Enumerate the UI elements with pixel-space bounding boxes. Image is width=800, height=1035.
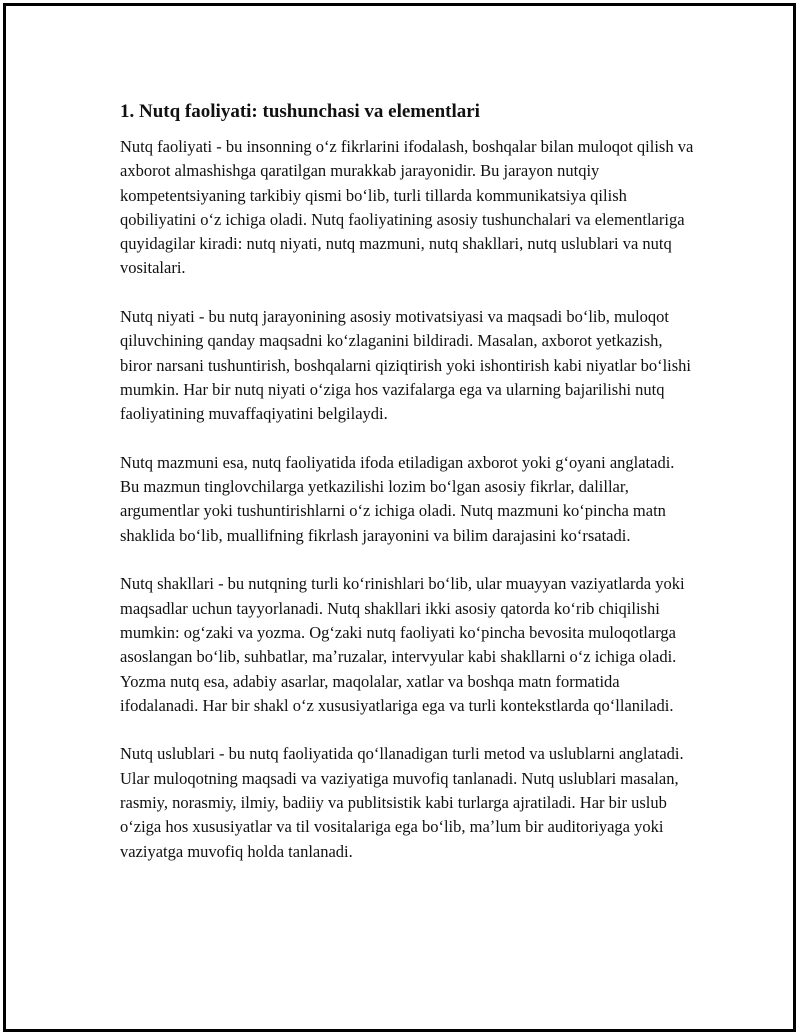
paragraph-nutq-mazmuni: Nutq mazmuni esa, nutq faoliyatida ifoda etiladigan axborot yoki gʻoyani anglatadi. Bu mazmun tinglovchilarga yetkazilishi lozim boʻlgan asosiy fikrlar, dalillar, argumentlar yoki tushuntirishlarni oʻz ichiga oladi. Nutq mazmuni koʻpincha matn shaklida boʻlib, muallifning fikrlash jarayonini va bilim darajasini koʻrsatadi.	[120, 452, 675, 545]
paragraph-nutq-faoliyati: Nutq faoliyati - bu insonning oʻz fikrlarini ifodalash, boshqalar bilan muloqot qilish va axborot almashishga qaratilgan murakkab jarayonidir. Bu jarayon nutqiy kompetentsiyaning tarkibiy qismi boʻlib, turli tillarda kommunikatsiya qilish qobiliyatini oʻz ichiga oladi. Nutq faoliyatining asosiy tushunchalari va elementlariga quyidagilar kiradi: nutq niyati, nutq mazmuni, nutq shakllari, nutq uslublari va nutq vositalari.	[120, 137, 694, 278]
document-body	[120, 98, 695, 888]
paragraph-nutq-shakllari: Nutq shakllari - bu nutqning turli koʻrinishlari boʻlib, ular muayyan vaziyatlarda yoki maqsadlar uchun tayyorlanadi. Nutq shakllari ikki asosiy qatorda koʻrib chiqilishi mumkin: ogʻzaki va yozma. Ogʻzaki nutq faoliyati koʻpincha bevosita muloqotlarga asoslangan boʻlib, suhbatlar, maʼruzalar, intervyular kabi shakllarni oʻz ichiga oladi. Yozma nutq esa, adabiy asarlar, maqolalar, xatlar va boshqa matn formatida ifodalanadi. Har bir shakl oʻz xususiyatlariga ega va turli kontekstlarda qoʻllaniladi.	[120, 574, 685, 715]
paragraph-nutq-niyati: Nutq niyati - bu nutq jarayonining asosiy motivatsiyasi va maqsadi boʻlib, muloqot qiluvchining qanday maqsadni koʻzlaganini bildiradi. Masalan, axborot yetkazish, biror narsani tushuntirish, boshqalarni qiziqtirish yoki ishontirish kabi niyatlar boʻlishi mumkin. Har bir nutq niyati oʻziga hos vazifalarga ega va ularning bajarilishi nutq faoliyatining muvaffaqiyatini belgilaydi.	[120, 307, 692, 424]
section-heading: 1. Nutq faoliyati: tushunchasi va elementlari	[120, 101, 480, 122]
paragraph-nutq-uslublari: Nutq uslublari - bu nutq faoliyatida qoʻllanadigan turli metod va uslublarni anglatadi. Ular muloqotning maqsadi va vaziyatiga muvofiq tanlanadi. Nutq uslublari masalan, rasmiy, norasmiy, ilmiy, badiiy va publitsistik kabi turlarga ajratiladi. Har bir uslub oʻziga hos xususiyatlar va til vositalariga ega boʻlib, maʼlum bir auditoriyaga yoki vaziyatga muvofiq holda tanlanadi.	[120, 744, 684, 861]
document-page	[3, 3, 796, 1032]
